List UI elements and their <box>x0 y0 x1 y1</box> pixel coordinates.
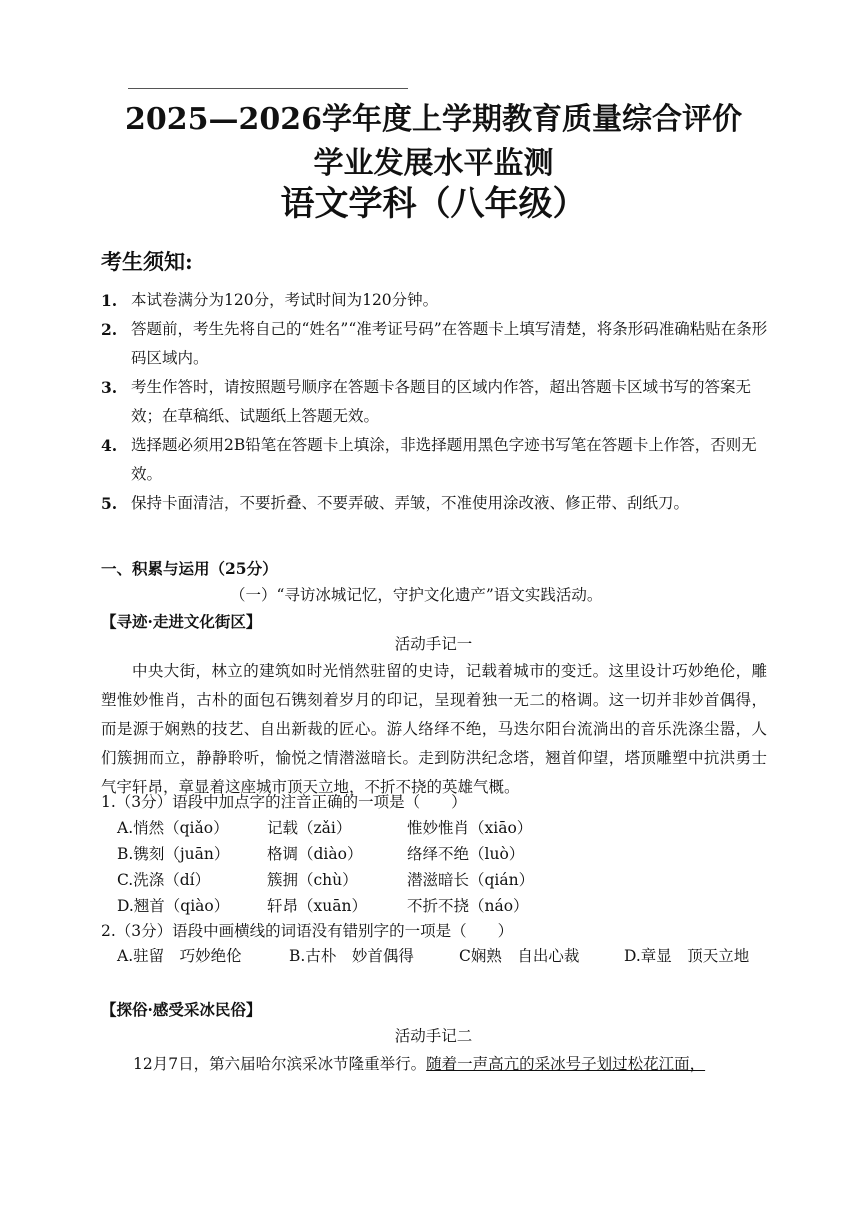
notice-num: 3. <box>101 378 118 397</box>
option-cell: 不折不挠（náo） <box>407 897 529 915</box>
notice-text: 选择题必须用2B铅笔在答题卡上填涂，非选择题用黑色字迹书写笔在答题卡上作答，否则无效。 <box>131 436 757 483</box>
notice-list <box>101 286 771 518</box>
reading-paragraph: 中央大街，林立的建筑如时光悄然驻留的史诗，记载着城市的变迁。这里设计巧妙绝伦，雕塑惟妙惟肖，古朴的面包石镌刻着岁月的印记，呈现着独一无二的格调。这一切并非妙首偶得，而是源于娴熟的技艺、自出新裁的匠心。游人络绎不绝，马迭尔阳台流淌出的音乐洗涤尘嚣，人们簇拥而立，静静聆听，愉悦之情潜滋暗长。走到防洪纪念塔，翘首仰望，塔顶雕塑中抗洪勇士气宇轩昂，章显着这座城市顶天立地，不折不挠的英雄气概。 <box>101 662 767 796</box>
option-cell: B.镌刻（juān） <box>117 845 230 863</box>
notice-text: 保持卡面清洁，不要折叠、不要弄破、弄皱，不准使用涂改液、修正带、刮纸刀。 <box>131 494 690 512</box>
part2-title: 【探俗·感受采冰民俗】 <box>101 1000 262 1019</box>
option-cell: D.翘首（qiào） <box>117 897 230 915</box>
option-d: D.章显 顶天立地 <box>624 947 750 965</box>
option-cell: A.悄然（qiǎo） <box>117 819 229 837</box>
option-b: B.古朴 妙首偶得 <box>289 947 414 965</box>
option-a: A.驻留 巧妙绝伦 <box>117 947 242 965</box>
question-1-stem: 1.（3分）语段中加点字的注音正确的一项是（ ） <box>101 793 467 811</box>
notice-item <box>101 315 771 373</box>
notice-num: 1. <box>101 291 118 310</box>
option-cell: C.洗涤（dí） <box>117 871 211 889</box>
question-1-option-row <box>117 868 607 890</box>
notice-heading: 考生须知: <box>101 249 193 274</box>
last-line-text: 12月7日，第六届哈尔滨采冰节隆重举行。 <box>133 1055 427 1073</box>
question-1-option-row <box>117 894 607 916</box>
notice-item <box>101 489 771 518</box>
notice-item <box>101 431 771 489</box>
note2-title: 活动手记二 <box>394 1027 473 1045</box>
option-cell: 记载（zǎi） <box>267 819 352 837</box>
notice-item <box>101 373 771 431</box>
activity-heading: （一）“寻访冰城记忆，守护文化遗产”语文实践活动。 <box>230 586 603 604</box>
option-cell: 络绎不绝（luò） <box>407 845 525 863</box>
exam-title: 2025—2026学年度上学期教育质量综合评价 <box>125 102 742 137</box>
notice-text: 答题前，考生先将自己的“姓名”“准考证号码”在答题卡上填写清楚，将条形码准确粘贴在条形码区域内。 <box>131 320 768 367</box>
question-1-option-row <box>117 816 607 838</box>
exam-subtitle: 学业发展水平监测 <box>313 146 554 181</box>
question-2-stem: 2.（3分）语段中画横线的词语没有错别字的一项是（ ） <box>101 922 514 940</box>
notice-text: 考生作答时，请按照题号顺序在答题卡各题目的区域内作答，超出答题卡区域书写的答案无效；在草稿纸、试题纸上答题无效。 <box>131 378 752 425</box>
option-cell: 惟妙惟肖（xiāo） <box>407 819 533 837</box>
question-2-options <box>117 944 774 966</box>
note1-title: 活动手记一 <box>394 635 473 653</box>
notice-item <box>101 286 771 315</box>
notice-num: 4. <box>101 436 118 455</box>
notice-num: 2. <box>101 320 118 339</box>
header-rule <box>128 88 408 89</box>
option-cell: 格调（diào） <box>267 845 363 863</box>
last-line <box>133 1052 705 1074</box>
part1-title: 【寻迹·走进文化街区】 <box>101 612 262 631</box>
notice-text: 本试卷满分为120分，考试时间为120分钟。 <box>131 291 439 309</box>
option-cell: 轩昂（xuān） <box>267 897 367 915</box>
last-line-underlined: 随着一声高亢的采冰号子划过松花江面， <box>426 1055 706 1073</box>
subject-title: 语文学科（八年级） <box>280 184 587 224</box>
option-cell: 潜滋暗长（qián） <box>407 871 535 889</box>
question-1-option-row <box>117 842 607 864</box>
section-heading: 一、积累与运用（25分） <box>101 559 278 578</box>
option-c: C娴熟 自出心裁 <box>459 947 580 965</box>
option-cell: 簇拥（chù） <box>267 871 358 889</box>
notice-num: 5. <box>101 494 118 513</box>
